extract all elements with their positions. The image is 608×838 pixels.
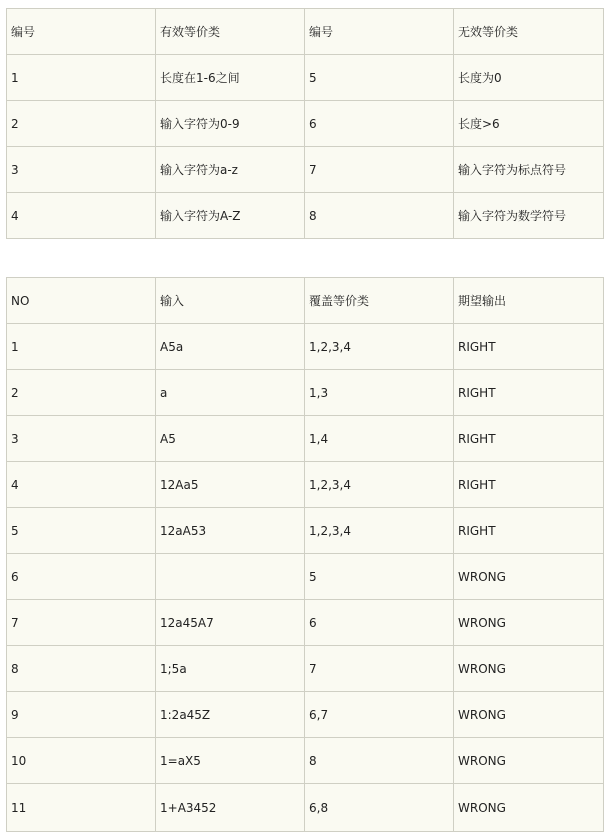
table-row — [7, 55, 604, 101]
table-cell: 12a45A7 — [156, 600, 305, 646]
table-row — [7, 101, 604, 147]
table-cell: WRONG — [454, 692, 604, 738]
table-cell: WRONG — [454, 554, 604, 600]
table-cell: 12aA53 — [156, 508, 305, 554]
table-cell: RIGHT — [454, 508, 604, 554]
table-cell: RIGHT — [454, 324, 604, 370]
table-cell: 1,2,3,4 — [305, 324, 454, 370]
table-cell: 输入字符为数学符号 — [454, 193, 604, 239]
table-cell: 1,3 — [305, 370, 454, 416]
table-row — [7, 370, 604, 416]
table-cell: WRONG — [454, 646, 604, 692]
header-cell: 编号 — [305, 9, 454, 55]
table-cell: RIGHT — [454, 416, 604, 462]
header-cell: NO — [7, 278, 156, 324]
table-cell: WRONG — [454, 600, 604, 646]
table-cell: 长度在1-6之间 — [156, 55, 305, 101]
table-cell: A5 — [156, 416, 305, 462]
table-cell: 6 — [305, 101, 454, 147]
header-cell: 无效等价类 — [454, 9, 604, 55]
table-cell: 1,2,3,4 — [305, 462, 454, 508]
table-cell: 12Aa5 — [156, 462, 305, 508]
table-row — [7, 784, 604, 832]
table-cell: 5 — [305, 554, 454, 600]
table-cell: 10 — [7, 738, 156, 784]
table-cell: 1,4 — [305, 416, 454, 462]
table-cell: 3 — [7, 416, 156, 462]
table-cell: 6,7 — [305, 692, 454, 738]
table-cell: 6 — [7, 554, 156, 600]
table-cell: 4 — [7, 462, 156, 508]
table-cell: 输入字符为0-9 — [156, 101, 305, 147]
table-cell: 长度>6 — [454, 101, 604, 147]
table-cell: 8 — [305, 193, 454, 239]
table-cell: 1 — [7, 324, 156, 370]
table-cell: 输入字符为a-z — [156, 147, 305, 193]
header-cell: 输入 — [156, 278, 305, 324]
table-row — [7, 692, 604, 738]
test-case-table — [6, 277, 604, 832]
table-cell: 7 — [305, 147, 454, 193]
header-cell: 有效等价类 — [156, 9, 305, 55]
table-cell: 6,8 — [305, 784, 454, 832]
table-header-row — [7, 278, 604, 324]
table-row — [7, 738, 604, 784]
table-header-row — [7, 9, 604, 55]
table-cell: 1:2a45Z — [156, 692, 305, 738]
table-cell: 9 — [7, 692, 156, 738]
table-row — [7, 554, 604, 600]
table-row — [7, 646, 604, 692]
table-cell: 11 — [7, 784, 156, 832]
table-row — [7, 508, 604, 554]
header-cell: 编号 — [7, 9, 156, 55]
table-cell: WRONG — [454, 784, 604, 832]
table-cell: 输入字符为标点符号 — [454, 147, 604, 193]
table-cell: 2 — [7, 101, 156, 147]
table-cell: 1+A3452 — [156, 784, 305, 832]
table-cell: RIGHT — [454, 370, 604, 416]
header-cell: 期望输出 — [454, 278, 604, 324]
table-cell: 输入字符为A-Z — [156, 193, 305, 239]
table-row — [7, 193, 604, 239]
table-row — [7, 147, 604, 193]
table-cell: 3 — [7, 147, 156, 193]
header-cell: 覆盖等价类 — [305, 278, 454, 324]
table-cell: 8 — [305, 738, 454, 784]
table-cell — [156, 554, 305, 600]
table-cell: 长度为0 — [454, 55, 604, 101]
table-cell: 1;5a — [156, 646, 305, 692]
table-cell: a — [156, 370, 305, 416]
table-cell: 1=aX5 — [156, 738, 305, 784]
table-cell: 8 — [7, 646, 156, 692]
equivalence-class-table — [6, 8, 604, 239]
table-cell: A5a — [156, 324, 305, 370]
table-cell: 1,2,3,4 — [305, 508, 454, 554]
table-row — [7, 600, 604, 646]
table-row — [7, 462, 604, 508]
table-cell: 2 — [7, 370, 156, 416]
table-cell: WRONG — [454, 738, 604, 784]
table-cell: 4 — [7, 193, 156, 239]
table-cell: 6 — [305, 600, 454, 646]
table-row — [7, 324, 604, 370]
table-cell: 7 — [7, 600, 156, 646]
table-cell: 7 — [305, 646, 454, 692]
table-cell: 5 — [7, 508, 156, 554]
table-cell: 1 — [7, 55, 156, 101]
table-cell: RIGHT — [454, 462, 604, 508]
table-row — [7, 416, 604, 462]
table-cell: 5 — [305, 55, 454, 101]
